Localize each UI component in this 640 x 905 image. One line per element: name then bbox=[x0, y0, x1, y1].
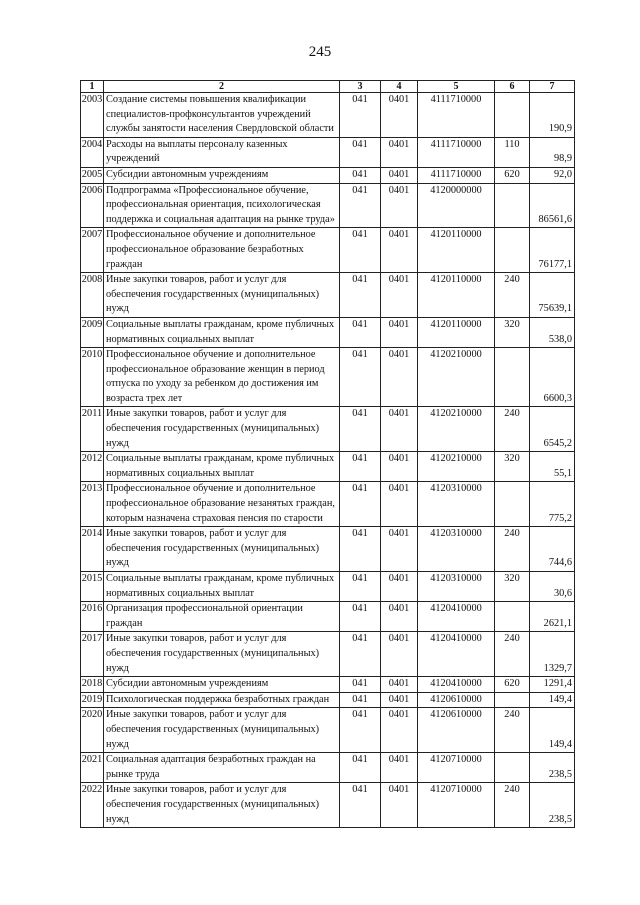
row-code-3: 041 bbox=[340, 228, 381, 273]
table-row bbox=[81, 273, 575, 318]
row-code-6: 110 bbox=[495, 137, 530, 167]
row-number: 2007 bbox=[81, 228, 104, 273]
row-name: Подпрограмма «Профессиональное обучение, профессиональная ориентация, психологическая поддержка и социальная адаптация на рынке труда» bbox=[104, 183, 340, 228]
table-row bbox=[81, 482, 575, 527]
table-row bbox=[81, 452, 575, 482]
row-code-3: 041 bbox=[340, 602, 381, 632]
row-code-6 bbox=[495, 183, 530, 228]
row-name: Социальные выплаты гражданам, кроме публичных нормативных социальных выплат bbox=[104, 317, 340, 347]
row-code-3: 041 bbox=[340, 407, 381, 452]
row-code-4: 0401 bbox=[381, 317, 418, 347]
row-code-5: 4120310000 bbox=[418, 482, 495, 527]
row-code-4: 0401 bbox=[381, 572, 418, 602]
page-number: 245 bbox=[308, 44, 332, 60]
row-code-5: 4111710000 bbox=[418, 93, 495, 138]
table-row bbox=[81, 183, 575, 228]
row-amount: 6545,2 bbox=[530, 407, 575, 452]
table-row bbox=[81, 93, 575, 138]
row-code-3: 041 bbox=[340, 783, 381, 828]
row-code-4: 0401 bbox=[381, 482, 418, 527]
row-number: 2003 bbox=[81, 93, 104, 138]
row-code-6 bbox=[495, 348, 530, 407]
row-amount: 1291,4 bbox=[530, 677, 575, 693]
row-number: 2022 bbox=[81, 783, 104, 828]
row-number: 2005 bbox=[81, 167, 104, 183]
row-code-4: 0401 bbox=[381, 783, 418, 828]
row-code-6: 240 bbox=[495, 407, 530, 452]
row-number: 2017 bbox=[81, 632, 104, 677]
row-name: Иные закупки товаров, работ и услуг для обеспечения государственных (муниципальных) нужд bbox=[104, 708, 340, 753]
row-number: 2008 bbox=[81, 273, 104, 318]
row-code-6: 240 bbox=[495, 783, 530, 828]
row-code-5: 4111710000 bbox=[418, 167, 495, 183]
row-name: Субсидии автономным учреждениям bbox=[104, 677, 340, 693]
header-col-7: 7 bbox=[530, 81, 575, 93]
row-code-6: 240 bbox=[495, 273, 530, 318]
row-code-6: 240 bbox=[495, 708, 530, 753]
row-number: 2004 bbox=[81, 137, 104, 167]
row-name: Профессиональное обучение и дополнительное профессиональное образование безработных граждан bbox=[104, 228, 340, 273]
row-code-4: 0401 bbox=[381, 167, 418, 183]
row-amount: 238,5 bbox=[530, 753, 575, 783]
header-col-3: 3 bbox=[340, 81, 381, 93]
row-code-6 bbox=[495, 228, 530, 273]
header-col-2: 2 bbox=[104, 81, 340, 93]
row-code-6 bbox=[495, 753, 530, 783]
row-code-4: 0401 bbox=[381, 677, 418, 693]
row-code-5: 4120410000 bbox=[418, 602, 495, 632]
row-amount: 775,2 bbox=[530, 482, 575, 527]
row-name: Иные закупки товаров, работ и услуг для обеспечения государственных (муниципальных) нужд bbox=[104, 407, 340, 452]
row-number: 2014 bbox=[81, 527, 104, 572]
row-amount: 30,6 bbox=[530, 572, 575, 602]
row-number: 2016 bbox=[81, 602, 104, 632]
row-number: 2009 bbox=[81, 317, 104, 347]
row-code-3: 041 bbox=[340, 482, 381, 527]
row-code-4: 0401 bbox=[381, 407, 418, 452]
table-row bbox=[81, 602, 575, 632]
row-code-6: 240 bbox=[495, 632, 530, 677]
row-amount: 86561,6 bbox=[530, 183, 575, 228]
row-code-5: 4120610000 bbox=[418, 708, 495, 753]
row-amount: 190,9 bbox=[530, 93, 575, 138]
table-row bbox=[81, 527, 575, 572]
row-name: Организация профессиональной ориентации граждан bbox=[104, 602, 340, 632]
row-code-3: 041 bbox=[340, 708, 381, 753]
row-code-4: 0401 bbox=[381, 273, 418, 318]
table-body bbox=[81, 93, 575, 828]
row-code-5: 4120110000 bbox=[418, 228, 495, 273]
row-code-3: 041 bbox=[340, 452, 381, 482]
row-code-6: 320 bbox=[495, 317, 530, 347]
row-code-3: 041 bbox=[340, 348, 381, 407]
row-amount: 92,0 bbox=[530, 167, 575, 183]
row-code-5: 4120000000 bbox=[418, 183, 495, 228]
row-code-5: 4120410000 bbox=[418, 632, 495, 677]
row-number: 2006 bbox=[81, 183, 104, 228]
row-name: Создание системы повышения квалификации специалистов-профконсультантов учреждений службы занятости населения Свердловской области bbox=[104, 93, 340, 138]
row-code-4: 0401 bbox=[381, 632, 418, 677]
header-col-5: 5 bbox=[418, 81, 495, 93]
row-amount: 6600,3 bbox=[530, 348, 575, 407]
table-row bbox=[81, 632, 575, 677]
row-code-5: 4120110000 bbox=[418, 317, 495, 347]
row-code-6: 320 bbox=[495, 572, 530, 602]
row-amount: 149,4 bbox=[530, 692, 575, 708]
row-amount: 76177,1 bbox=[530, 228, 575, 273]
row-code-5: 4120210000 bbox=[418, 407, 495, 452]
row-code-5: 4120610000 bbox=[418, 692, 495, 708]
row-name: Профессиональное обучение и дополнительное профессиональное образование незанятых граждан, которым назначена страховая пенсия по старости bbox=[104, 482, 340, 527]
row-code-6: 620 bbox=[495, 167, 530, 183]
table-row bbox=[81, 228, 575, 273]
row-amount: 75639,1 bbox=[530, 273, 575, 318]
row-code-4: 0401 bbox=[381, 753, 418, 783]
row-code-3: 041 bbox=[340, 677, 381, 693]
row-amount: 2621,1 bbox=[530, 602, 575, 632]
row-code-4: 0401 bbox=[381, 527, 418, 572]
row-code-3: 041 bbox=[340, 273, 381, 318]
row-code-5: 4120310000 bbox=[418, 527, 495, 572]
row-code-5: 4120310000 bbox=[418, 572, 495, 602]
table-row bbox=[81, 677, 575, 693]
row-amount: 744,6 bbox=[530, 527, 575, 572]
row-name: Иные закупки товаров, работ и услуг для обеспечения государственных (муниципальных) нужд bbox=[104, 273, 340, 318]
row-number: 2011 bbox=[81, 407, 104, 452]
row-code-5: 4111710000 bbox=[418, 137, 495, 167]
row-code-5: 4120710000 bbox=[418, 783, 495, 828]
row-code-5: 4120110000 bbox=[418, 273, 495, 318]
row-code-6: 320 bbox=[495, 452, 530, 482]
row-name: Профессиональное обучение и дополнительное профессиональное образование женщин в период отпуска по уходу за ребенком до достижения им возраста трех лет bbox=[104, 348, 340, 407]
header-col-4: 4 bbox=[381, 81, 418, 93]
row-code-5: 4120410000 bbox=[418, 677, 495, 693]
table-row bbox=[81, 348, 575, 407]
row-number: 2021 bbox=[81, 753, 104, 783]
row-code-3: 041 bbox=[340, 632, 381, 677]
row-name: Иные закупки товаров, работ и услуг для обеспечения государственных (муниципальных) нужд bbox=[104, 527, 340, 572]
row-name: Расходы на выплаты персоналу казенных учреждений bbox=[104, 137, 340, 167]
row-code-3: 041 bbox=[340, 692, 381, 708]
row-number: 2015 bbox=[81, 572, 104, 602]
row-amount: 238,5 bbox=[530, 783, 575, 828]
row-number: 2019 bbox=[81, 692, 104, 708]
row-name: Иные закупки товаров, работ и услуг для обеспечения государственных (муниципальных) нужд bbox=[104, 783, 340, 828]
row-name: Психологическая поддержка безработных граждан bbox=[104, 692, 340, 708]
row-amount: 149,4 bbox=[530, 708, 575, 753]
row-name: Социальные выплаты гражданам, кроме публичных нормативных социальных выплат bbox=[104, 452, 340, 482]
table-row bbox=[81, 692, 575, 708]
row-code-6: 240 bbox=[495, 527, 530, 572]
row-code-4: 0401 bbox=[381, 93, 418, 138]
header-col-1: 1 bbox=[81, 81, 104, 93]
row-code-4: 0401 bbox=[381, 452, 418, 482]
row-code-4: 0401 bbox=[381, 348, 418, 407]
row-code-5: 4120710000 bbox=[418, 753, 495, 783]
row-code-4: 0401 bbox=[381, 183, 418, 228]
row-code-3: 041 bbox=[340, 183, 381, 228]
row-code-6 bbox=[495, 93, 530, 138]
row-number: 2018 bbox=[81, 677, 104, 693]
row-code-5: 4120210000 bbox=[418, 452, 495, 482]
row-code-6: 620 bbox=[495, 677, 530, 693]
table-row bbox=[81, 407, 575, 452]
table-row bbox=[81, 317, 575, 347]
row-code-6 bbox=[495, 602, 530, 632]
row-code-4: 0401 bbox=[381, 708, 418, 753]
row-code-3: 041 bbox=[340, 572, 381, 602]
row-amount: 55,1 bbox=[530, 452, 575, 482]
row-code-3: 041 bbox=[340, 93, 381, 138]
row-number: 2010 bbox=[81, 348, 104, 407]
row-code-3: 041 bbox=[340, 137, 381, 167]
table-row bbox=[81, 137, 575, 167]
row-amount: 538,0 bbox=[530, 317, 575, 347]
row-number: 2013 bbox=[81, 482, 104, 527]
table-row bbox=[81, 572, 575, 602]
table-row bbox=[81, 708, 575, 753]
row-name: Социальная адаптация безработных граждан на рынке труда bbox=[104, 753, 340, 783]
row-code-6 bbox=[495, 692, 530, 708]
row-code-4: 0401 bbox=[381, 692, 418, 708]
budget-table bbox=[80, 80, 575, 828]
row-code-4: 0401 bbox=[381, 228, 418, 273]
row-amount: 1329,7 bbox=[530, 632, 575, 677]
row-name: Субсидии автономным учреждениям bbox=[104, 167, 340, 183]
table-header-row bbox=[81, 81, 575, 93]
header-col-6: 6 bbox=[495, 81, 530, 93]
row-code-6 bbox=[495, 482, 530, 527]
row-name: Иные закупки товаров, работ и услуг для обеспечения государственных (муниципальных) нужд bbox=[104, 632, 340, 677]
row-number: 2020 bbox=[81, 708, 104, 753]
row-code-4: 0401 bbox=[381, 602, 418, 632]
table-row bbox=[81, 753, 575, 783]
table-row bbox=[81, 783, 575, 828]
row-code-3: 041 bbox=[340, 753, 381, 783]
row-code-3: 041 bbox=[340, 527, 381, 572]
row-number: 2012 bbox=[81, 452, 104, 482]
row-code-3: 041 bbox=[340, 317, 381, 347]
row-code-4: 0401 bbox=[381, 137, 418, 167]
row-code-3: 041 bbox=[340, 167, 381, 183]
row-amount: 98,9 bbox=[530, 137, 575, 167]
row-code-5: 4120210000 bbox=[418, 348, 495, 407]
table-row bbox=[81, 167, 575, 183]
row-name: Социальные выплаты гражданам, кроме публичных нормативных социальных выплат bbox=[104, 572, 340, 602]
